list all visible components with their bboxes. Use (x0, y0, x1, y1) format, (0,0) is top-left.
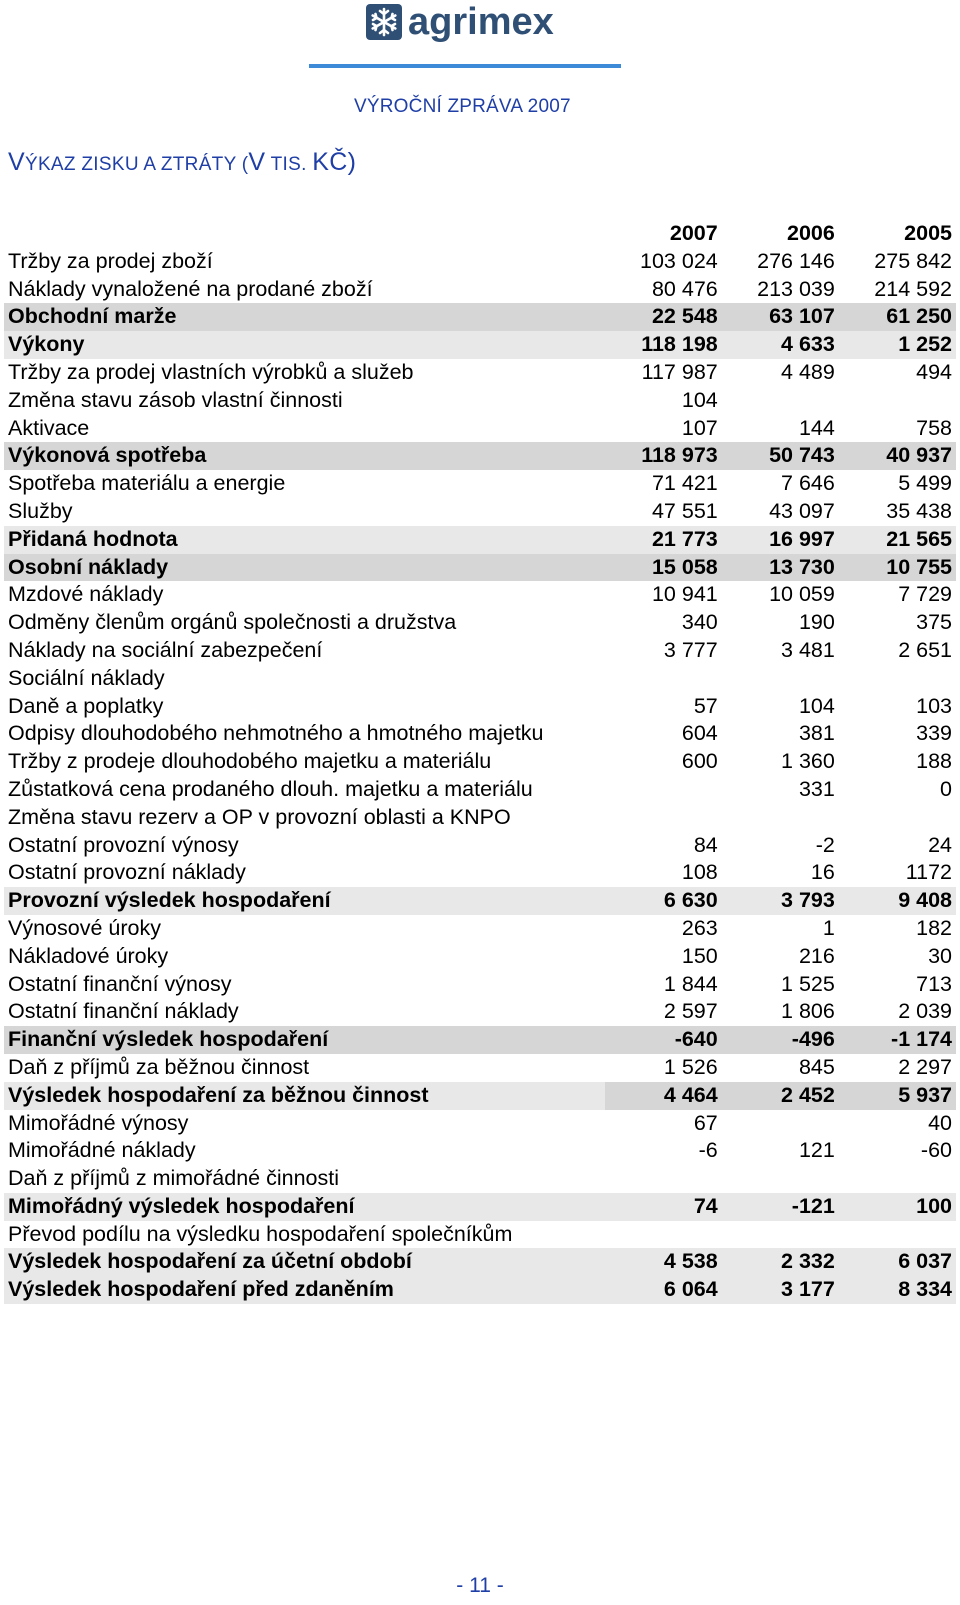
value-cell: 40 (928, 1110, 952, 1135)
value-cell: -121 (722, 1193, 839, 1221)
value-cell: 13 730 (722, 554, 839, 582)
table-row (4, 943, 956, 971)
value-cell: 7 729 (898, 582, 952, 607)
page-number: - 11 - (456, 1574, 504, 1597)
value-cell: 118 198 (605, 331, 722, 359)
header-label-cell (4, 220, 605, 248)
title-part-3: Č) (329, 148, 357, 176)
row-label: Odpisy dlouhodobého nehmotného a hmotného majetku (8, 721, 544, 746)
row-label: Ostatní finanční výnosy (8, 971, 232, 996)
row-label: Výsledek hospodaření před zdaněním (4, 1276, 605, 1304)
value-cell: 2 297 (898, 1054, 952, 1079)
value-cell: 1 844 (663, 971, 718, 996)
row-label: Výsledek hospodaření za účetní období (4, 1248, 605, 1276)
table-row (4, 554, 956, 582)
table-row (4, 1165, 956, 1193)
value-cell: 340 (681, 610, 718, 635)
table-row (4, 1248, 956, 1276)
value-cell: 263 (681, 915, 718, 940)
table-row (4, 1276, 956, 1304)
value-cell: 80 476 (651, 276, 718, 301)
value-cell: 758 (916, 415, 952, 440)
row-label: Služby (8, 498, 73, 523)
value-cell: 6 037 (839, 1248, 956, 1276)
table-row (4, 637, 956, 665)
title-initial-k: K (312, 148, 330, 176)
value-cell: 1 806 (781, 999, 835, 1024)
value-cell: 5 499 (898, 471, 952, 496)
table-row (4, 1193, 956, 1221)
row-label: Ostatní provozní výnosy (8, 832, 239, 857)
value-cell: 50 743 (722, 442, 839, 470)
table-row (4, 665, 956, 693)
value-cell: 43 097 (769, 498, 835, 523)
value-cell (722, 1110, 839, 1138)
value-cell (722, 1221, 839, 1249)
title-part-2: TIS. (265, 154, 313, 175)
value-cell (839, 1221, 956, 1249)
year-header: 2006 (787, 221, 835, 245)
value-cell: 604 (681, 721, 718, 746)
value-cell: 2 597 (663, 999, 718, 1024)
value-cell (605, 1221, 722, 1249)
table-row (4, 776, 956, 804)
row-label: Přidaná hodnota (4, 526, 605, 554)
table-row (4, 720, 956, 748)
value-cell: 10 059 (769, 582, 835, 607)
value-cell: 2 332 (722, 1248, 839, 1276)
value-cell: 10 755 (839, 554, 956, 582)
value-cell: -2 (815, 832, 835, 857)
value-cell: 30 (928, 943, 952, 968)
value-cell (839, 387, 956, 415)
row-label: Zůstatková cena prodaného dlouh. majetku a materiálu (8, 776, 533, 801)
value-cell (722, 1165, 839, 1193)
table-body (4, 248, 956, 1304)
value-cell: 3 777 (663, 637, 718, 662)
value-cell: 104 (798, 693, 835, 718)
value-cell (605, 665, 722, 693)
table-row (4, 1110, 956, 1138)
value-cell: 150 (681, 943, 718, 968)
value-cell: 24 (928, 832, 952, 857)
value-cell (605, 804, 722, 832)
value-cell: 188 (916, 749, 952, 774)
table-row (4, 276, 956, 304)
value-cell (722, 665, 839, 693)
table-row (4, 609, 956, 637)
value-cell: 21 773 (605, 526, 722, 554)
value-cell: 22 548 (605, 303, 722, 331)
table-row (4, 804, 956, 832)
value-cell: 0 (940, 776, 952, 801)
company-logo (366, 0, 554, 44)
value-cell: 103 024 (640, 248, 718, 273)
value-cell: 61 250 (839, 303, 956, 331)
table-row (4, 1137, 956, 1165)
value-cell: 4 464 (605, 1082, 722, 1110)
table-row (4, 1054, 956, 1082)
value-cell: 375 (916, 610, 952, 635)
value-cell (722, 387, 839, 415)
value-cell: 381 (798, 721, 835, 746)
table-header-row (4, 220, 956, 248)
title-initial-v: V (8, 148, 25, 176)
value-cell: 2 452 (722, 1082, 839, 1110)
value-cell: 600 (681, 749, 718, 774)
value-cell: 63 107 (722, 303, 839, 331)
row-label: Daně a poplatky (8, 693, 164, 718)
table-row (4, 387, 956, 415)
table-row (4, 359, 956, 387)
row-label: Ostatní finanční náklady (8, 999, 239, 1024)
row-label: Převod podílu na výsledku hospodaření společníkům (8, 1221, 513, 1246)
value-cell: 4 538 (605, 1248, 722, 1276)
value-cell (839, 804, 956, 832)
year-header: 2007 (669, 221, 718, 245)
table-row (4, 693, 956, 721)
value-cell (839, 665, 956, 693)
value-cell: 144 (798, 415, 835, 440)
row-label: Výsledek hospodaření za běžnou činnost (4, 1082, 605, 1110)
value-cell (722, 804, 839, 832)
table-row (4, 971, 956, 999)
table-row (4, 303, 956, 331)
table-row (4, 859, 956, 887)
row-label: Výkonová spotřeba (4, 442, 605, 470)
table-row (4, 442, 956, 470)
row-label: Náklady vynaložené na prodané zboží (8, 276, 373, 301)
value-cell: 47 551 (651, 498, 718, 523)
row-label: Odměny členům orgánů společnosti a družstva (8, 610, 457, 635)
value-cell: 1 525 (781, 971, 835, 996)
value-cell: 3 793 (722, 887, 839, 915)
value-cell: 1 252 (839, 331, 956, 359)
value-cell: 84 (693, 832, 718, 857)
value-cell (605, 1165, 722, 1193)
row-label: Tržby z prodeje dlouhodobého majetku a materiálu (8, 749, 492, 774)
table-row (4, 887, 956, 915)
logo-text: agrimex (408, 1, 554, 43)
value-cell: 103 (916, 693, 952, 718)
value-cell: 117 987 (641, 359, 718, 384)
value-cell: 190 (798, 610, 835, 635)
table-row (4, 1026, 956, 1054)
year-header: 2005 (904, 221, 952, 245)
table-row (4, 498, 956, 526)
value-cell: 74 (605, 1193, 722, 1221)
value-cell: 104 (681, 387, 718, 412)
table-row (4, 748, 956, 776)
value-cell: 1172 (905, 860, 952, 885)
value-cell: 40 937 (839, 442, 956, 470)
value-cell: 16 (810, 860, 835, 885)
value-cell: 2 651 (898, 637, 952, 662)
value-cell: 5 937 (839, 1082, 956, 1110)
table-row (4, 832, 956, 860)
value-cell: 216 (798, 943, 835, 968)
row-label: Nákladové úroky (8, 943, 169, 968)
income-statement-table (4, 220, 956, 1304)
value-cell: 107 (681, 415, 718, 440)
value-cell: 2 039 (898, 999, 952, 1024)
row-label: Mimořádný výsledek hospodaření (4, 1193, 605, 1221)
value-cell: 494 (916, 359, 952, 384)
report-subtitle: VÝROČNÍ ZPRÁVA 2007 (354, 96, 571, 117)
value-cell: 339 (916, 721, 952, 746)
value-cell: 213 039 (757, 276, 835, 301)
row-label: Mimořádné náklady (8, 1138, 196, 1163)
value-cell: 67 (693, 1110, 718, 1135)
value-cell: -1 174 (839, 1026, 956, 1054)
value-cell: 1 526 (663, 1054, 718, 1079)
header-divider (309, 64, 621, 68)
table-row (4, 470, 956, 498)
value-cell: 7 646 (781, 471, 835, 496)
value-cell: 118 973 (605, 442, 722, 470)
row-label: Ostatní provozní náklady (8, 860, 246, 885)
snowflake-icon (366, 4, 402, 40)
value-cell: 15 058 (605, 554, 722, 582)
table-row (4, 331, 956, 359)
table-row (4, 1082, 956, 1110)
value-cell: 4 633 (722, 331, 839, 359)
row-label: Náklady na sociální zabezpečení (8, 637, 323, 662)
value-cell: 1 360 (781, 749, 835, 774)
value-cell: 6 064 (605, 1276, 722, 1304)
value-cell: 8 334 (839, 1276, 956, 1304)
row-label: Změna stavu rezerv a OP v provozní oblasti a KNPO (8, 804, 511, 829)
table-row (4, 1221, 956, 1249)
row-label: Změna stavu zásob vlastní činnosti (8, 387, 343, 412)
value-cell: 275 842 (874, 248, 952, 273)
value-cell: 276 146 (757, 248, 835, 273)
value-cell: 3 177 (722, 1276, 839, 1304)
value-cell: 845 (798, 1054, 835, 1079)
page-title (8, 148, 356, 177)
title-part-1: ÝKAZ ZISKU A ZTRÁTY ( (24, 154, 249, 175)
table-row (4, 915, 956, 943)
value-cell: 214 592 (874, 276, 952, 301)
value-cell: 9 408 (839, 887, 956, 915)
value-cell: -640 (605, 1026, 722, 1054)
value-cell: 121 (798, 1138, 835, 1163)
row-label: Mimořádné výnosy (8, 1110, 189, 1135)
value-cell: 35 438 (886, 498, 952, 523)
value-cell: 21 565 (839, 526, 956, 554)
value-cell: 10 941 (651, 582, 718, 607)
row-label: Výnosové úroky (8, 915, 161, 940)
table-row (4, 248, 956, 276)
row-label: Aktivace (8, 415, 90, 440)
value-cell: 6 630 (605, 887, 722, 915)
row-label: Obchodní marže (4, 303, 605, 331)
row-label: Daň z příjmů za běžnou činnost (8, 1054, 310, 1079)
row-label: Tržby za prodej zboží (8, 248, 213, 273)
row-label: Provozní výsledek hospodaření (4, 887, 605, 915)
value-cell: 713 (916, 971, 952, 996)
value-cell: 16 997 (722, 526, 839, 554)
value-cell: 71 421 (651, 471, 718, 496)
row-label: Mzdové náklady (8, 582, 164, 607)
value-cell: 1 (822, 915, 835, 940)
value-cell: 182 (916, 915, 952, 940)
value-cell: -496 (722, 1026, 839, 1054)
value-cell: 4 489 (781, 359, 835, 384)
row-label: Daň z příjmů z mimořádné činnosti (8, 1166, 339, 1191)
row-label: Finanční výsledek hospodaření (4, 1026, 605, 1054)
row-label: Osobní náklady (4, 554, 605, 582)
table-row (4, 581, 956, 609)
row-label: Sociální náklady (8, 665, 165, 690)
title-initial-v2: V (248, 148, 266, 176)
table-row (4, 998, 956, 1026)
row-label: Spotřeba materiálu a energie (8, 471, 286, 496)
value-cell: 3 481 (781, 637, 835, 662)
row-label: Tržby za prodej vlastních výrobků a služeb (8, 359, 414, 384)
value-cell: 100 (839, 1193, 956, 1221)
row-label: Výkony (4, 331, 605, 359)
table-row (4, 415, 956, 443)
value-cell: 331 (798, 776, 835, 801)
value-cell: 108 (681, 860, 718, 885)
value-cell (605, 776, 722, 804)
table-row (4, 526, 956, 554)
value-cell (839, 1165, 956, 1193)
value-cell: 57 (693, 693, 718, 718)
value-cell: -6 (698, 1138, 718, 1163)
value-cell: -60 (920, 1138, 952, 1163)
